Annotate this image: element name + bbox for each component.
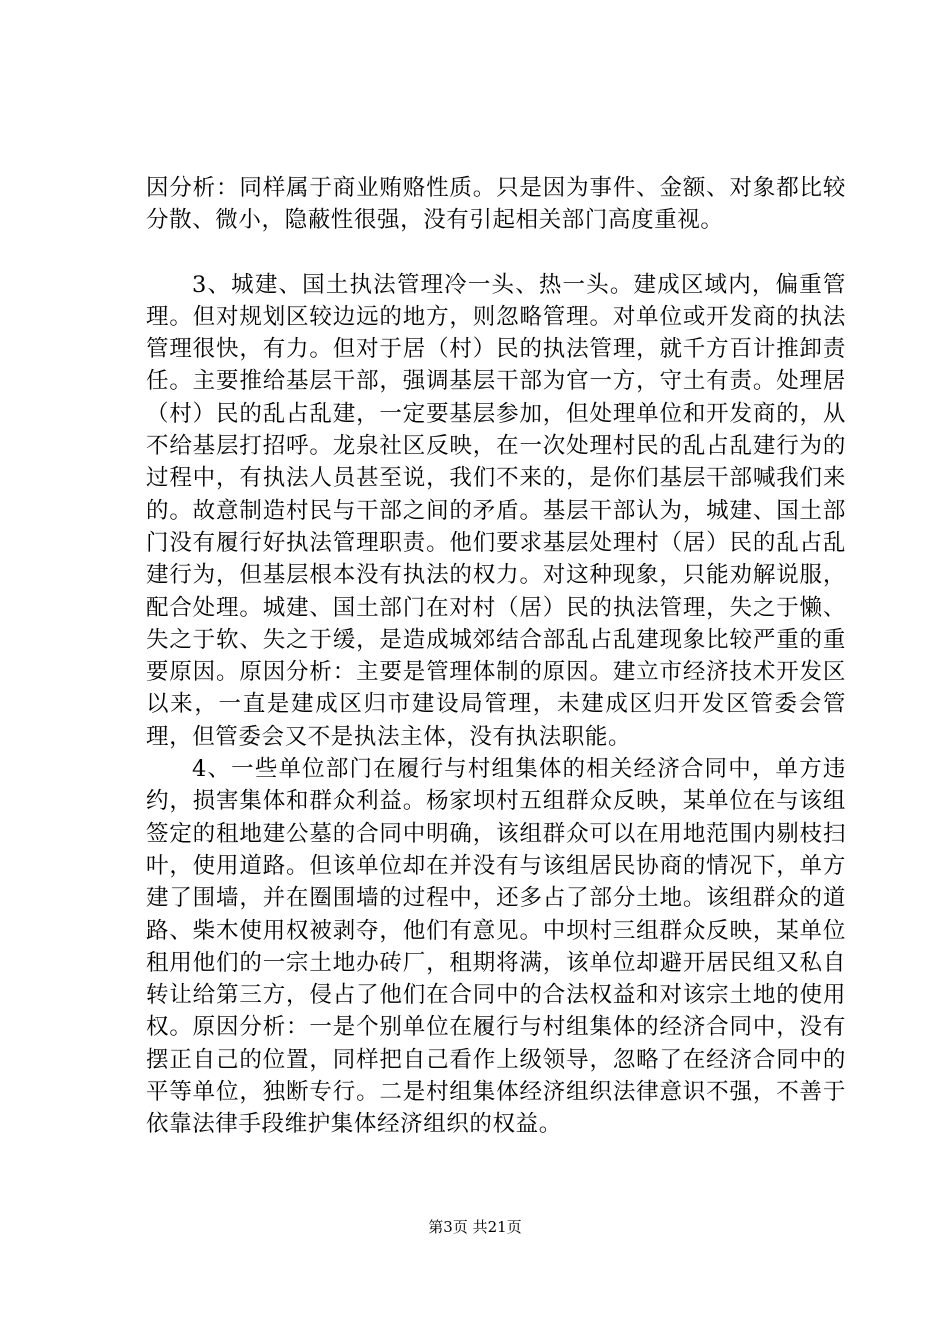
paragraph-4: 4、一些单位部门在履行与村组集体的相关经济合同中，单方违约，损害集体和群众利益。杨家坝村五组群众反映，某单位在与该组签定的租地建公墓的合同中明确，该组群众可以在用地范围内剔枝扫叶，使用道路。但该单位却在并没有与该组居民协商的情况下，单方建了围墙，并在圈围墙的过程中，还多占了部分土地。该组群众的道路、柴木使用权被剥夺，他们有意见。中坝村三组群众反映，某单位租用他们的一宗土地办砖厂，租期将满，该单位却避开居民组又私自转让给第三方，侵占了他们在合同中的合法权益和对该宗土地的使用权。原因分析：一是个别单位在履行与村组集体的经济合同中，没有摆正自己的位置，同样把自己看作上级领导，忽略了在经济合同中的平等单位，独断专行。二是村组集体经济组织法律意识不强，不善于依靠法律手段维护集体经济组织的权益。: [146, 756, 846, 1138]
page-footer: 第3页 共21页: [428, 1218, 522, 1236]
paragraph-3: 3、城建、国土执法管理冷一头、热一头。建成区域内，偏重管理。但对规划区较边远的地方，则忽略管理。对单位或开发商的执法管理很快，有力。但对于居（村）民的执法管理，就千方百计推卸责任。主要推给基层干部，强调基层干部为官一方，守土有责。处理居（村）民的乱占乱建，一定要基层参加，但处理单位和开发商的，从不给基层打招呼。龙泉社区反映，在一次处理村民的乱占乱建行为的过程中，有执法人员甚至说，我们不来的，是你们基层干部喊我们来的。故意制造村民与干部之间的矛盾。基层干部认为，城建、国土部门没有履行好执法管理职责。他们要求基层处理村（居）民的乱占乱建行为，但基层根本没有执法的权力。对这种现象，只能劝解说服，配合处理。城建、国土部门在对村（居）民的执法管理，失之于懒、失之于软、失之于缓，是造成城郊结合部乱占乱建现象比较严重的重要原因。原因分析：主要是管理体制的原因。建立市经济技术开发区以来，一直是建成区归市建设局管理，未建成区归开发区管委会管理，但管委会又不是执法主体，没有执法职能。: [146, 271, 846, 750]
document-body: [146, 172, 846, 1141]
paragraph-continued: 因分析：同样属于商业贿赂性质。只是因为事件、金额、对象都比较分散、微小，隐蔽性很强，没有引起相关部门高度重视。: [146, 175, 846, 234]
paragraph-gap: [146, 237, 846, 269]
